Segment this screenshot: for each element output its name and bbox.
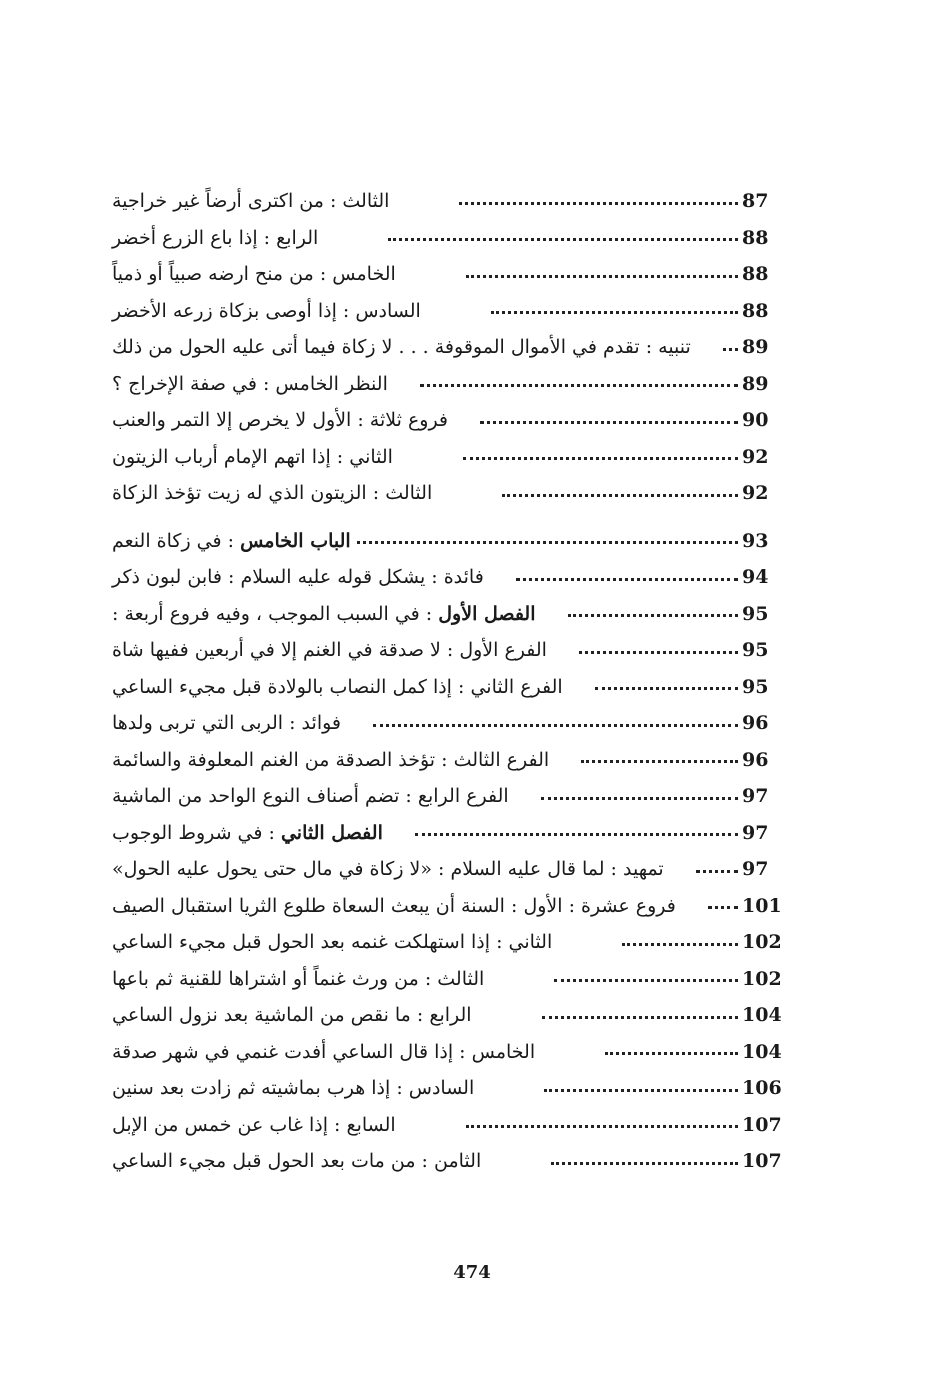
toc-entry-text: الفرع الأول : لا صدقة في الغنم إلا في أربعين ففيها شاة — [112, 639, 547, 662]
toc-entry-page: 107 — [742, 1113, 782, 1136]
toc-entry-page: 102 — [742, 931, 782, 954]
toc-entry-title — [104, 931, 616, 953]
toc-entry — [104, 293, 784, 330]
toc-entry-page: 102 — [742, 967, 782, 990]
toc-entry — [104, 815, 784, 852]
toc-entry-page: 89 — [742, 372, 769, 395]
toc-entry-title — [104, 373, 414, 395]
toc-entry-title — [104, 968, 548, 990]
dot-leader — [708, 906, 738, 909]
toc-entry — [104, 220, 784, 257]
dot-leader — [466, 275, 738, 278]
toc-entry-text: الرابع : إذا باع الزرع أخضر — [112, 226, 319, 249]
toc-entry-text: الثالث : الزيتون الذي له زيت تؤخذ الزكاة — [112, 482, 433, 505]
dot-leader — [480, 421, 738, 424]
dot-leader — [595, 687, 738, 690]
toc-entry-page: 88 — [742, 226, 769, 249]
dot-leader — [373, 724, 738, 727]
toc-entry-title — [104, 676, 589, 698]
toc-entry-page: 89 — [742, 336, 769, 359]
toc-entry — [104, 1143, 784, 1180]
toc-entry — [104, 997, 784, 1034]
toc-entry-page: 96 — [742, 712, 769, 735]
toc-entry-text: الثالث : من ورث غنماً أو اشتراها للقنية ثم باعها — [112, 967, 485, 990]
toc-entry-text: الفرع الرابع : تضم أصناف النوع الواحد من الماشية — [112, 785, 509, 808]
dot-leader — [581, 760, 738, 763]
dot-leader — [551, 1162, 738, 1165]
toc-entry-page: 107 — [742, 1150, 782, 1173]
toc-entry — [104, 742, 784, 779]
dot-leader — [568, 614, 738, 617]
toc-entry-title — [104, 482, 496, 504]
toc-entry — [104, 632, 784, 669]
toc-entry-title — [104, 1004, 536, 1026]
toc-entry — [104, 888, 784, 925]
dot-leader — [579, 651, 738, 654]
toc-entry-text: فروع عشرة : الأول : السنة أن يبعث السعاة طلوع الثريا استقبال الصيف — [112, 894, 676, 917]
dot-leader — [463, 457, 738, 460]
toc-entry-page: 95 — [742, 675, 769, 698]
page-number: 474 — [453, 1262, 491, 1283]
toc-entry-text: فوائد : الربى التي تربى ولدها — [112, 712, 341, 735]
toc-entry-page: 104 — [742, 1004, 782, 1027]
toc-entry — [104, 705, 784, 742]
dot-leader — [466, 1125, 738, 1128]
dot-leader — [516, 578, 738, 581]
toc-entry-text: الفرع الثالث : تؤخذ الصدقة من الغنم المعلوفة والسائمة — [112, 748, 550, 771]
toc-entry-text: تمهيد : لما قال عليه السلام : «لا زكاة في مال حتى يحول عليه الحول» — [112, 858, 664, 881]
toc-entry — [104, 924, 784, 961]
toc-entry — [104, 366, 784, 403]
toc-entry-title — [104, 190, 453, 212]
toc-entry-heading: الفصل الثاني — [280, 821, 383, 844]
toc-entry — [104, 961, 784, 998]
toc-entry-title — [104, 822, 409, 844]
toc-entry — [104, 402, 784, 439]
toc-entry-page: 92 — [742, 482, 769, 505]
toc-entry-title — [104, 603, 562, 625]
dot-leader — [459, 202, 738, 205]
dot-leader — [541, 797, 738, 800]
toc-entry-heading: الفصل الأول — [438, 602, 536, 625]
toc-entry-text: الفرع الثاني : إذا كمل النصاب بالولادة قبل مجيء الساعي — [112, 675, 563, 698]
toc-entry-title — [104, 566, 510, 588]
dot-leader — [388, 238, 738, 241]
toc-entry-page: 101 — [742, 894, 782, 917]
toc-entry-title — [104, 785, 535, 807]
toc-entry-page: 95 — [742, 639, 769, 662]
toc-entry-text: الخامس : من منح ارضه صبياً أو ذمياً — [112, 263, 396, 286]
dot-leader — [723, 348, 738, 351]
dot-leader — [605, 1052, 738, 1055]
dot-leader — [415, 833, 738, 836]
toc-entry-title — [104, 263, 460, 285]
toc-entry — [104, 475, 784, 512]
toc-entry-page: 97 — [742, 858, 769, 881]
toc-entry-text: السادس : إذا أوصى بزكاة زرعه الأخضر — [112, 299, 421, 322]
toc-entry-page: 97 — [742, 821, 769, 844]
dot-leader — [542, 1016, 738, 1019]
toc-entry-text: الخامس : إذا قال الساعي أفدت غنمي في شهر صدقة — [112, 1040, 536, 1063]
toc-entry-text: : في السبب الموجب ، وفيه فروع أربعة : — [112, 602, 439, 625]
toc-entry-page: 92 — [742, 445, 769, 468]
dot-leader — [491, 311, 738, 314]
toc-entry-page: 87 — [742, 190, 769, 213]
table-of-contents — [104, 183, 784, 1180]
toc-entry-text: السادس : إذا هرب بماشيته ثم زادت بعد سنين — [112, 1077, 475, 1100]
toc-entry — [104, 1034, 784, 1071]
toc-entry-text: الثاني : إذا اتهم الإمام أرباب الزيتون — [112, 445, 393, 468]
toc-entry — [104, 256, 784, 293]
toc-entry-page: 93 — [742, 529, 769, 552]
toc-entry-title — [104, 530, 351, 552]
toc-entry-page: 95 — [742, 602, 769, 625]
dot-leader — [502, 494, 738, 497]
toc-entry-text: السابع : إذا غاب عن خمس من الإبل — [112, 1113, 396, 1136]
toc-entry-text: الثاني : إذا استهلكت غنمه بعد الحول قبل مجيء الساعي — [112, 931, 553, 954]
toc-entry-text: فروع ثلاثة : الأول لا يخرص إلا التمر والعنب — [112, 409, 449, 432]
toc-entry-page: 106 — [742, 1077, 782, 1100]
toc-entry-page: 97 — [742, 785, 769, 808]
toc-entry-title — [104, 409, 474, 431]
toc-entry-title — [104, 300, 485, 322]
toc-entry — [104, 523, 784, 560]
toc-entry-title — [104, 712, 367, 734]
dot-leader — [554, 979, 738, 982]
dot-leader — [696, 870, 738, 873]
toc-entry-text: الثالث : من اكترى أرضاً غير خراجية — [112, 190, 390, 213]
toc-entry — [104, 183, 784, 220]
toc-entry — [104, 1107, 784, 1144]
toc-entry-page: 96 — [742, 748, 769, 771]
toc-entry-page: 88 — [742, 263, 769, 286]
toc-entry-title — [104, 1114, 460, 1136]
toc-entry-text: الثامن : من مات بعد الحول قبل مجيء الساعي — [112, 1150, 482, 1173]
dot-leader — [622, 943, 738, 946]
toc-entry — [104, 778, 784, 815]
toc-entry-title — [104, 1041, 599, 1063]
toc-entry-page: 90 — [742, 409, 769, 432]
toc-entry-title — [104, 1150, 545, 1172]
toc-entry-text: تنبيه : تقدم في الأموال الموقوفة . . . لا زكاة فيما أتى عليه الحول من ذلك — [112, 336, 691, 359]
toc-entry-text: فائدة : يشكل قوله عليه السلام : فابن لبون ذكر — [112, 566, 484, 589]
toc-entry-title — [104, 227, 382, 249]
toc-entry-title — [104, 446, 457, 468]
dot-leader — [420, 384, 738, 387]
toc-entry-page: 88 — [742, 299, 769, 322]
dot-leader — [357, 541, 738, 544]
dot-leader — [544, 1089, 738, 1092]
toc-entry — [104, 329, 784, 366]
toc-entry-title — [104, 749, 575, 771]
toc-entry — [104, 596, 784, 633]
toc-entry — [104, 851, 784, 888]
toc-entry-title — [104, 1077, 538, 1099]
toc-entry-text: : في زكاة النعم — [112, 529, 241, 552]
toc-entry-text: : في شروط الوجوب — [112, 821, 281, 844]
toc-entry-text: الرابع : ما نقص من الماشية بعد نزول الساعي — [112, 1004, 472, 1027]
toc-entry-heading: الباب الخامس — [240, 529, 351, 552]
toc-entry-title — [104, 858, 690, 880]
toc-entry-text: النظر الخامس : في صفة الإخراج ؟ — [112, 372, 388, 395]
toc-entry-title — [104, 639, 573, 661]
toc-entry-title — [104, 895, 702, 917]
toc-entry-page: 104 — [742, 1040, 782, 1063]
toc-entry — [104, 1070, 784, 1107]
toc-entry — [104, 559, 784, 596]
toc-entry-title — [104, 336, 717, 358]
toc-entry — [104, 439, 784, 476]
toc-entry — [104, 669, 784, 706]
toc-entry-page: 94 — [742, 566, 769, 589]
